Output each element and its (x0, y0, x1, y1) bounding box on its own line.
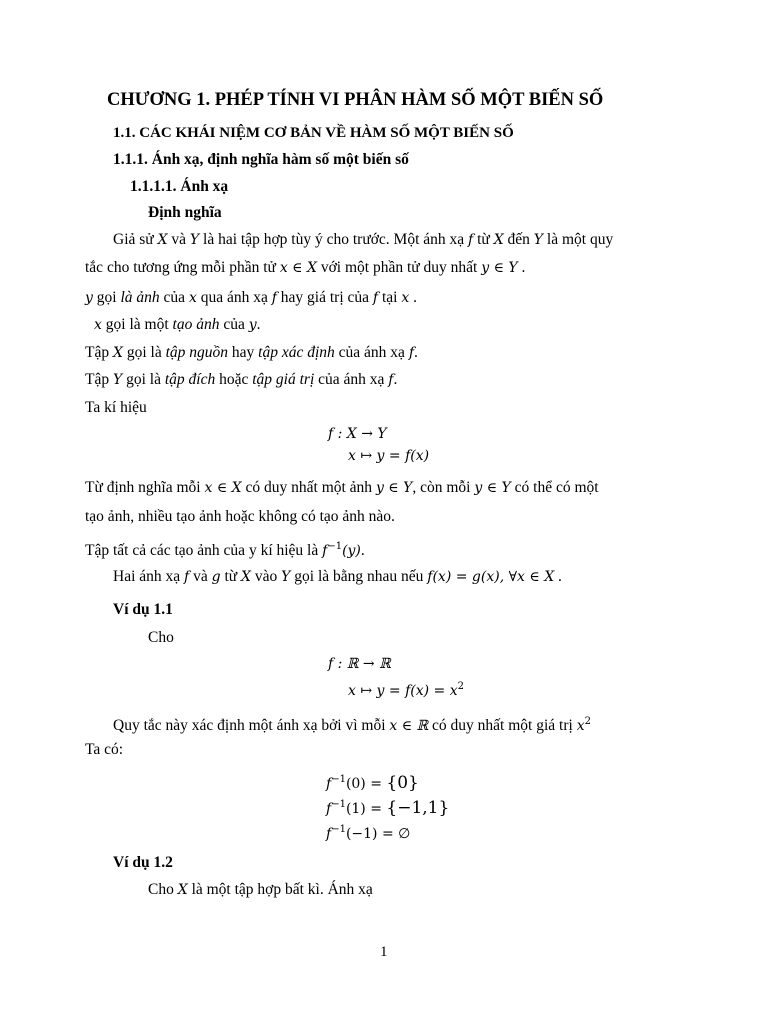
math: Y (281, 569, 291, 585)
text: với một phần tử duy nhất (316, 259, 482, 276)
paragraph-definition-line1 (113, 230, 613, 250)
math: y ∈ Y (481, 260, 518, 276)
superscript: −1 (331, 774, 346, 785)
italic-term: là ảnh (120, 289, 160, 306)
superscript: −1 (331, 799, 346, 810)
text: và (167, 231, 190, 248)
math: (0) = (345, 776, 387, 793)
italic-term: tập giá trị (252, 371, 315, 388)
formula-inverse-1 (326, 795, 449, 819)
example-1-2-heading: Ví dụ 1.2 (113, 854, 173, 871)
formula-inverse-minus1 (326, 820, 410, 844)
italic-term: tạo ảnh (172, 316, 220, 333)
math: (−1) = ∅ (345, 826, 411, 843)
formula-map-line1: f : X → Y (328, 426, 387, 442)
math: X (493, 232, 504, 248)
text: tắc cho tương ứng mỗi phần tử (85, 259, 280, 276)
text: Hai ánh xạ (113, 568, 185, 585)
math: f (408, 345, 414, 361)
paragraph-notation: Ta kí hiệu (85, 399, 147, 416)
text: đến (503, 231, 534, 248)
math: Y (112, 372, 123, 388)
text: hoặc (215, 371, 253, 388)
italic-term: tập đích (164, 371, 216, 388)
math: f (326, 826, 332, 843)
paragraph-we-have: Ta có: (85, 741, 124, 758)
page-number: 1 (380, 944, 388, 960)
formula-inverse-0 (326, 770, 419, 794)
text: . (256, 316, 261, 333)
math: (y) (342, 543, 361, 560)
text: là một quy (543, 231, 614, 248)
math: f (322, 543, 328, 560)
text: từ (220, 568, 242, 585)
text: qua ánh xạ (196, 289, 272, 306)
text: của (219, 316, 249, 333)
math: y ∈ Y (375, 480, 413, 496)
paragraph-equality (113, 567, 562, 587)
formula-square-map-line1: f : ℝ → ℝ (328, 656, 391, 672)
example-1-1-intro: Cho (148, 629, 174, 646)
paragraph-inverse-set (85, 537, 365, 561)
text: từ (473, 231, 494, 248)
text: gọi là (122, 344, 166, 361)
text: Cho (148, 881, 178, 898)
paragraph-preimage (94, 315, 261, 335)
example-1-2-text (148, 880, 373, 900)
math: x (576, 718, 585, 735)
math: y (85, 290, 93, 306)
math: x (188, 290, 197, 306)
text: . (393, 371, 398, 388)
text: và (189, 568, 212, 585)
text: . (409, 289, 417, 306)
paragraph-domain (85, 343, 418, 363)
math: f (372, 290, 379, 306)
example-1-1-heading: Ví dụ 1.1 (113, 601, 173, 618)
text: Quy tắc này xác định một ánh xạ bởi vì mỗi (113, 717, 390, 735)
paragraph-rule (113, 712, 591, 736)
text: hay (228, 344, 259, 361)
text: , còn mỗi (412, 479, 475, 496)
text: Tập tất cả các tạo ảnh của y kí hiệu là (85, 542, 323, 560)
italic-term: tập xác định (258, 344, 335, 361)
text: gọi là một (101, 316, 173, 333)
text: . (554, 568, 562, 585)
math: X (177, 882, 188, 898)
text: có thể có một (510, 479, 599, 496)
text: Tập (85, 371, 113, 388)
math: Y (189, 232, 200, 248)
paragraph-image (85, 288, 417, 308)
text: gọi (92, 289, 121, 306)
math: f (388, 372, 394, 388)
math: f (468, 232, 474, 248)
paragraph-codomain (85, 370, 397, 390)
math: f (271, 290, 277, 306)
paragraph-uniqueness-line2: tạo ảnh, nhiều tạo ảnh hoặc không có tạo ảnh nào. (85, 508, 395, 525)
definition-heading: Định nghĩa (148, 204, 222, 221)
text: Tập (85, 344, 113, 361)
text: . (517, 259, 526, 276)
text: gọi là bằng nhau nếu (290, 568, 428, 585)
text: gọi là (122, 371, 165, 388)
text: là một tập hợp bất kì. Ánh xạ (187, 881, 373, 898)
math: x (94, 317, 102, 333)
section-heading-1-1: 1.1. CÁC KHÁI NIỆM CƠ BẢN VỀ HÀM SỐ MỘT BIẾN SỐ (113, 125, 514, 141)
math: X (112, 345, 123, 361)
math: X (157, 232, 168, 248)
math: x ∈ ℝ (389, 718, 429, 735)
text: của (159, 289, 189, 306)
math: f (326, 776, 332, 793)
text: có duy nhất một giá trị (428, 717, 577, 735)
text: là hai tập hợp tùy ý cho trước. Một ánh xạ (199, 231, 469, 248)
math: Y (533, 232, 544, 248)
section-heading-1-1-1-1: 1.1.1.1. Ánh xạ (130, 178, 229, 195)
math: x ∈ X (279, 260, 317, 276)
math: y ∈ Y (474, 480, 511, 496)
text: có duy nhất một ảnh (241, 479, 376, 496)
superscript: 2 (584, 716, 591, 727)
text: vào (251, 568, 282, 585)
math: f (326, 801, 332, 818)
math: f(x) = g(x), ∀x ∈ X (427, 569, 555, 585)
superscript: −1 (327, 541, 343, 552)
text: . (414, 344, 418, 361)
formula-square-map-line2 (348, 677, 464, 701)
math: y (248, 317, 257, 333)
math: {0} (386, 773, 419, 794)
chapter-title: CHƯƠNG 1. PHÉP TÍNH VI PHÂN HÀM SỐ MỘT BIẾN SỐ (107, 90, 604, 110)
section-heading-1-1-1: 1.1.1. Ánh xạ, định nghĩa hàm số một biến số (113, 151, 409, 168)
paragraph-definition-line2 (85, 258, 525, 278)
math: X (241, 569, 251, 585)
text: hay giá trị của (276, 289, 373, 306)
italic-term: tập nguồn (165, 344, 229, 361)
text: của ánh xạ (334, 344, 409, 361)
paragraph-uniqueness-line1 (85, 478, 599, 498)
text: của ánh xạ (314, 371, 389, 388)
text: Từ định nghĩa mỗi (85, 479, 205, 496)
superscript: 2 (457, 681, 464, 692)
text: tại (378, 289, 402, 306)
math: x (401, 290, 410, 306)
math: f (184, 569, 190, 585)
math: (1) = (345, 801, 387, 818)
math: x ∈ X (204, 480, 242, 496)
text: . (360, 542, 365, 560)
superscript: −1 (331, 824, 346, 835)
formula-map-line2: x ↦ y = f(x) (348, 448, 430, 464)
math: g (211, 569, 221, 585)
text: Giả sử (113, 231, 158, 248)
math: {−1,1} (386, 798, 450, 819)
math: x ↦ y = f(x) = x (348, 683, 458, 700)
